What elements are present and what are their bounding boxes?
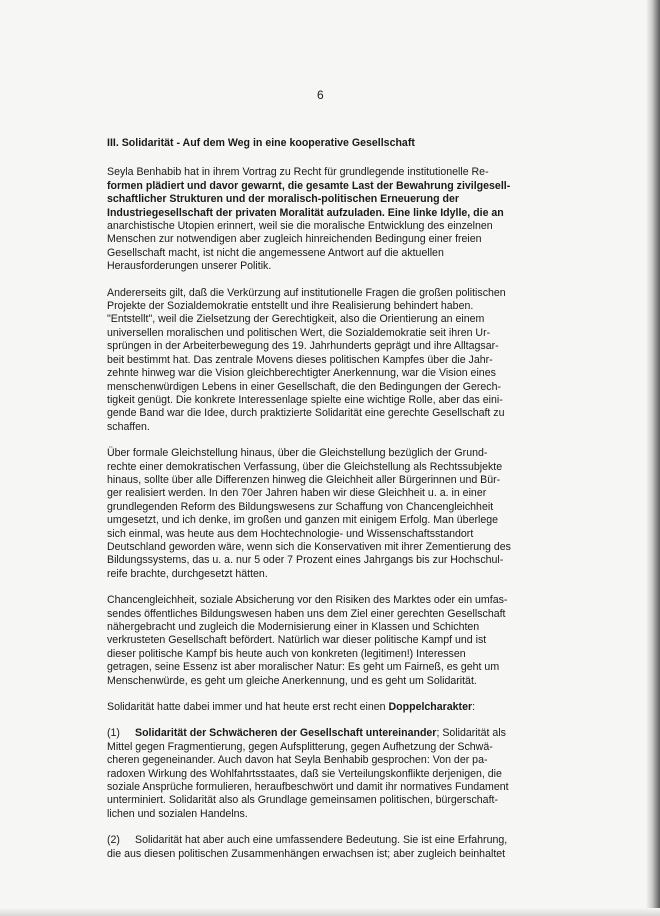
text-line: schaffen. xyxy=(107,420,150,433)
text-line: verkrusteten Gesellschaft befördert. Natürlich war dieser politische Kampf und ist xyxy=(107,634,487,647)
text-line: hinaus, sollte über alle Differenzen hinweg die Gleichheit aller Bürgerinnen und Bür- xyxy=(107,473,501,486)
text-line: "Entstellt", weil die Zielsetzung der Gerechtigkeit, also die Orientierung an einem xyxy=(107,313,485,326)
text-line xyxy=(107,727,547,740)
text-line: unterminiert. Solidarität also als Grundlage gemeinsamen politischen, bürgerschaft- xyxy=(107,794,498,807)
page-number: 6 xyxy=(317,88,324,102)
text-line: soziale Ansprüche formulieren, heraufbeschwört und damit ihr normatives Fundament xyxy=(107,781,509,794)
text-line: anarchistische Utopien erinnert, weil sie die moralische Entwicklung des einzelnen xyxy=(107,220,493,233)
text-line: sich einmal, was heute aus dem Hochtechnologie- und Wissenschaftsstandort xyxy=(107,527,474,540)
text-line xyxy=(107,834,547,847)
section-heading: III. Solidarität - Auf dem Weg in eine kooperative Gesellschaft xyxy=(107,137,415,149)
scan-edge-shadow xyxy=(646,0,660,916)
paragraph-3 xyxy=(107,447,547,581)
text-line: menschenwürdigen Lebens in einer Gesellschaft, die den Bedingungen der Gerech- xyxy=(107,380,501,393)
text-line: Mittel gegen Fragmentierung, gegen Aufsplitterung, gegen Aufhetzung der Schwä- xyxy=(107,740,493,753)
text-line: Menschenwürde, es geht um gleiche Anerkennung, und es geht um Solidarität. xyxy=(107,674,477,687)
text-line: reife brachte, durchgesetzt hätten. xyxy=(107,567,268,580)
text-line: grundlegenden Reform des Bildungswesens zur Schaffung von Chancengleichheit xyxy=(107,500,494,513)
item-number: (1) xyxy=(107,727,120,740)
text-line: Gesellschaft macht, ist nicht die angemessene Antwort auf die aktuellen xyxy=(107,246,444,259)
text-line: die aus diesen politischen Zusammenhängen erwachsen ist; aber zugleich beinhaltet xyxy=(107,847,506,860)
text-line: cheren gegeneinander. Auch davon hat Seyla Benhabib gesprochen: Von der pa- xyxy=(107,754,488,767)
document-body xyxy=(107,137,547,874)
text-line: zehnte hinweg war die Vision gleichberechtigter Anerkennung, war die Vision eines xyxy=(107,367,496,380)
plain-text: ; Solidarität als xyxy=(436,727,506,740)
text-line xyxy=(107,207,547,220)
text-line: dieser politische Kampf bis heute auch von konkreten (legitimen!) Interessen xyxy=(107,647,466,660)
text-line: beit bestimmt hat. Das zentrale Movens dieses politischen Kampfes über die Jahr- xyxy=(107,353,493,366)
plain-text: : xyxy=(472,701,476,714)
text-line: Herausforderungen unserer Politik. xyxy=(107,260,272,273)
text-line: Andererseits gilt, daß die Verkürzung auf institutionelle Fragen die großen politischen xyxy=(107,286,506,299)
list-item-2 xyxy=(107,834,547,861)
text-line: umgesetzt, und ich denke, im großen und ganzen mit einigem Erfolg. Man überlege xyxy=(107,514,499,527)
text-line: getragen, seine Essenz ist aber moralischer Natur: Es geht um Fairneß, es geht um xyxy=(107,661,500,674)
plain-text: Solidarität hat aber auch eine umfassendere Bedeutung. Sie ist eine Erfahrung, xyxy=(135,834,508,847)
text-line: universellen moralischen und politischen Wert, die Sozialdemokratie seit ihren Ur- xyxy=(107,326,491,339)
paragraph-5 xyxy=(107,701,547,714)
text-line xyxy=(107,701,547,714)
text-line: sendes öffentliches Bildungswesen haben uns dem Ziel einer gerechten Gesellschaft xyxy=(107,607,506,620)
bold-text: formen plädiert und davor gewarnt, die gesamte Last der Bewahrung zivilgesell- xyxy=(107,179,511,192)
text-line: nähergebracht und zugleich die Modernisierung einer in Klassen und Schichten xyxy=(107,621,480,633)
text-line: radoxen Wirkung des Wohlfahrtsstaates, daß sie Verteilungskonflikte derjenigen, die xyxy=(107,767,502,780)
text-line: Chancengleichheit, soziale Absicherung vor den Risiken des Marktes oder ein umfas- xyxy=(107,594,508,607)
text-line: sprüngen in der Arbeiterbewegung des 19. Jahrhunderts geprägt und ihre Alltagsar- xyxy=(107,340,499,353)
text-line: gende Band war die Idee, durch praktizierte Solidarität eine gerechte Gesellschaft zu xyxy=(107,407,505,420)
text-line: Projekte der Sozialdemokratie entstellt und ihre Realisierung behindert haben. xyxy=(107,300,474,313)
plain-text: Solidarität hatte dabei immer und hat heute erst recht einen xyxy=(107,701,389,714)
text-line: Bildungssystems, das u. a. nur 5 oder 7 Prozent eines Jahrgangs bis zur Hochschul- xyxy=(107,554,504,567)
text-line: Über formale Gleichstellung hinaus, über die Gleichstellung bezüglich der Grund- xyxy=(107,447,488,460)
text-line: Seyla Benhabib hat in ihrem Vortrag zu Recht für grundlegende institutionelle Re- xyxy=(107,166,489,179)
text-line xyxy=(107,180,547,193)
text-line: tigkeit genügt. Die konkrete Interessenlage spielte eine wichtige Rolle, aber das eini- xyxy=(107,393,503,406)
paragraph-2 xyxy=(107,287,547,434)
paragraph-4 xyxy=(107,594,547,688)
text-line: Menschen zur notwendigen aber zugleich hinreichenden Bedingung einer freien xyxy=(107,233,482,246)
item-number: (2) xyxy=(107,834,120,847)
text-line: Deutschland geworden wäre, wenn sich die Konservativen mit ihrer Zementierung des xyxy=(107,540,511,553)
paragraph-1 xyxy=(107,166,547,273)
bold-text: Solidarität der Schwächeren der Gesellschaft untereinander xyxy=(135,727,437,740)
bold-text: Industriegesellschaft der privaten Moralität aufzuladen. Eine linke Idylle, die an xyxy=(107,206,504,219)
text-line: lichen und sozialen Handelns. xyxy=(107,807,248,820)
list-item-1 xyxy=(107,727,547,821)
text-line: schaftlicher Strukturen und der moralisch-politischen Erneuerung der xyxy=(107,193,460,206)
text-line: ger realisiert werden. In den 70er Jahren haben wir diese Gleichheit u. a. in einer xyxy=(107,487,487,500)
bold-text: Doppelcharakter xyxy=(388,701,473,714)
text-line: rechte einer demokratischen Verfassung, über die Gleichstellung als Rechtssubjekte xyxy=(107,460,503,473)
scan-bottom-edge xyxy=(0,908,660,916)
